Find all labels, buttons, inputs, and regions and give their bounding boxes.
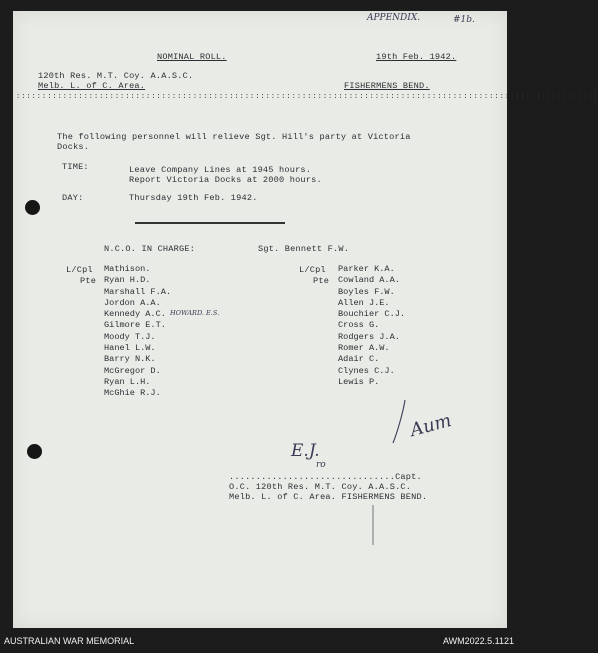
list-item: Rodgers J.A. bbox=[338, 331, 400, 342]
list-item: McGhie R.J. bbox=[104, 388, 161, 399]
unit-line-2: Melb. L. of C. Area. bbox=[38, 81, 146, 91]
list-item: Adair C. bbox=[338, 354, 380, 365]
punch-hole-bottom bbox=[27, 444, 42, 459]
left-rank-pte: Pte bbox=[80, 276, 97, 286]
right-name-list bbox=[338, 264, 405, 388]
intro-text: The following personnel will relieve Sgt. Hill's party at Victoria Docks. bbox=[57, 132, 411, 152]
ink-stroke bbox=[371, 505, 375, 545]
list-item: Kennedy A.C. bbox=[104, 309, 166, 320]
ref-annotation: #1b. bbox=[453, 15, 475, 25]
signature-text: Aum bbox=[407, 409, 454, 442]
list-item: Romer A.W. bbox=[338, 343, 390, 354]
divider-rule bbox=[135, 222, 285, 224]
list-item: Lewis P. bbox=[338, 376, 380, 387]
day-label: DAY: bbox=[62, 193, 84, 203]
list-item: Bouchier C.J. bbox=[338, 309, 406, 320]
footer-bar bbox=[0, 628, 520, 653]
list-item: Hanel L.W. bbox=[104, 343, 156, 354]
list-item: Ryan H.D. bbox=[104, 275, 151, 286]
list-item: Allen J.E. bbox=[338, 297, 390, 308]
time-text: Leave Company Lines at 1945 hours. Report Victoria Docks at 2000 hours. bbox=[129, 165, 322, 185]
left-rank-lcpl: L/Cpl bbox=[66, 265, 93, 275]
list-item: Jordon A.A. bbox=[104, 297, 161, 308]
punch-hole-top bbox=[25, 200, 40, 215]
list-item: Marshall F.A. bbox=[104, 286, 172, 297]
right-rank-pte: Pte bbox=[313, 276, 330, 286]
signoff-initials: E.J. bbox=[291, 441, 320, 461]
nco-label: N.C.O. IN CHARGE: bbox=[104, 244, 196, 254]
document-title: NOMINAL ROLL. bbox=[157, 52, 227, 62]
signoff-line-2: O.C. 120th Res. M.T. Coy. A.A.S.C. bbox=[229, 482, 412, 492]
appendix-annotation: APPENDIX. bbox=[367, 13, 421, 23]
document-page bbox=[13, 11, 598, 628]
document-date: 19th Feb. 1942. bbox=[376, 52, 457, 62]
nco-name: Sgt. Bennett F.W. bbox=[258, 244, 350, 254]
list-item: Clynes C.J. bbox=[338, 365, 395, 376]
list-item: Barry N.K. bbox=[104, 354, 156, 365]
handwritten-substitution: HOWARD. E.S. bbox=[170, 309, 220, 317]
separator-line: :::::::::::::::::::::::::::::::::::::::::::::::::::::::::::::::::::::::::::::::::::::::::::::::::::::::::::::::: bbox=[16, 93, 598, 101]
list-item: Boyles F.W. bbox=[338, 286, 395, 297]
day-text: Thursday 19th Feb. 1942. bbox=[129, 193, 258, 203]
list-item: Gilmore E.T. bbox=[104, 320, 166, 331]
list-item: Moody T.J. bbox=[104, 331, 156, 342]
signoff-capt-line: ...............................Capt. bbox=[229, 472, 422, 482]
location: FISHERMENS BEND. bbox=[344, 81, 430, 91]
footer-right-text: AWM2022.5.1121 bbox=[442, 636, 514, 646]
list-item: McGregor D. bbox=[104, 365, 161, 376]
time-label: TIME: bbox=[62, 162, 89, 172]
unit-line-1: 120th Res. M.T. Coy. A.A.S.C. bbox=[38, 71, 194, 81]
signoff-initials-suffix: ro bbox=[316, 460, 326, 470]
right-rank-lcpl: L/Cpl bbox=[299, 265, 326, 275]
list-item: Cross G. bbox=[338, 320, 380, 331]
footer-left-text: AUSTRALIAN WAR MEMORIAL bbox=[4, 636, 135, 646]
list-item: Mathison. bbox=[104, 264, 151, 274]
left-name-list bbox=[104, 264, 171, 400]
list-item: Parker K.A. bbox=[338, 264, 395, 274]
list-item: Ryan L.H. bbox=[104, 376, 151, 387]
signoff-line-3: Melb. L. of C. Area. FISHERMENS BEND. bbox=[229, 492, 428, 502]
list-item: Cowland A.A. bbox=[338, 275, 400, 286]
